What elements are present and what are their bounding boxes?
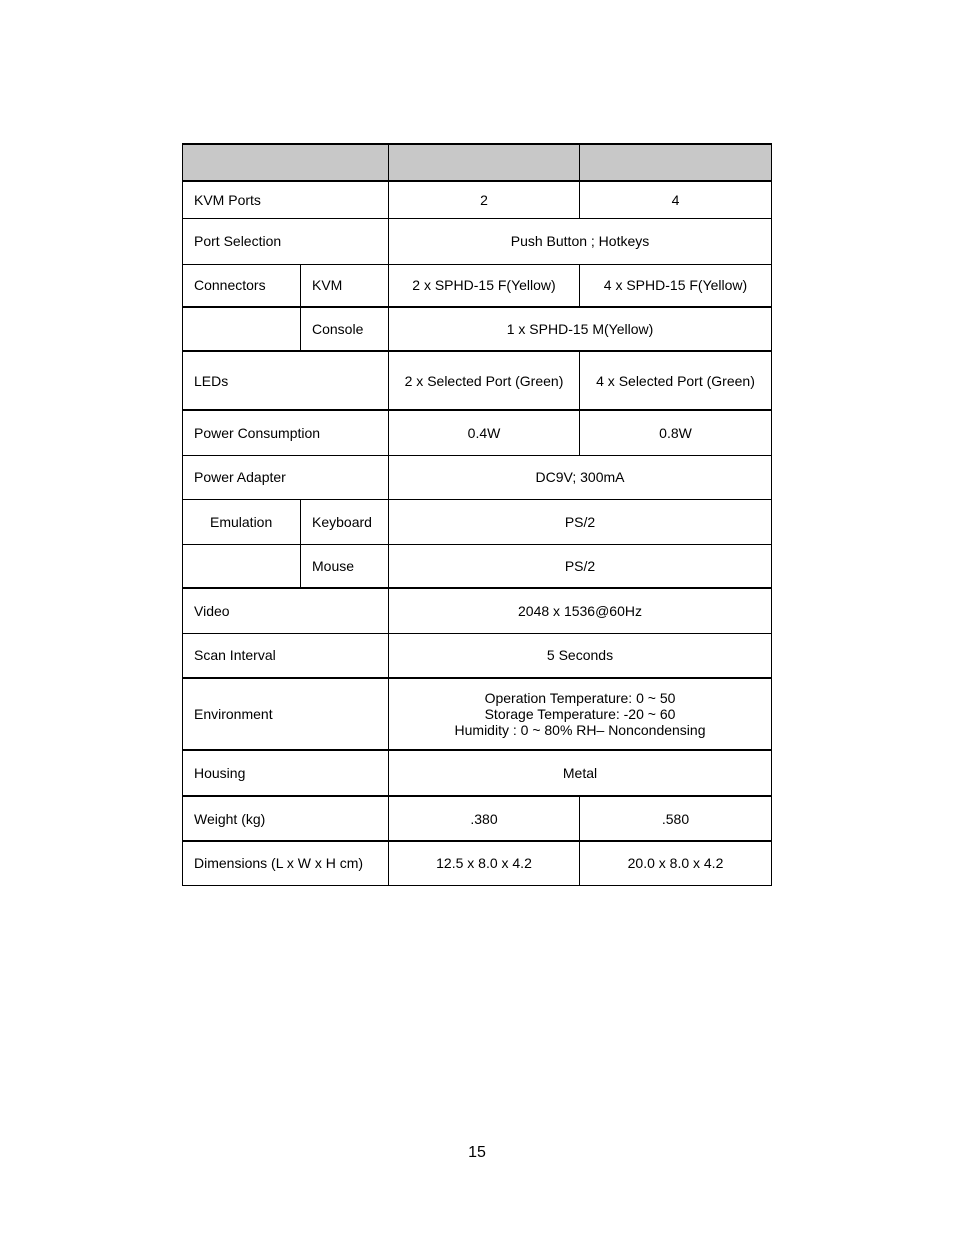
environment-line: Humidity : 0 ~ 80% RH– Noncondensing: [454, 722, 706, 738]
row-power-adapter: [183, 455, 772, 499]
row-value: 5 Seconds: [389, 633, 772, 678]
header-cell: [580, 144, 772, 181]
row-value: Metal: [389, 750, 772, 796]
row-label: Environment: [183, 678, 389, 750]
row-label: Scan Interval: [183, 633, 389, 678]
environment-line: Operation Temperature: 0 ~ 50: [484, 690, 676, 706]
header-cell: [389, 144, 580, 181]
row-connectors-console: [183, 307, 772, 351]
row-label: Connectors: [183, 264, 301, 307]
row-value: PS/2: [389, 544, 772, 588]
row-label: KVM Ports: [183, 181, 389, 218]
row-value: 2 x SPHD-15 F(Yellow): [389, 264, 580, 307]
row-value: 4: [580, 181, 772, 218]
empty-cell: [183, 307, 301, 351]
row-label: Port Selection: [183, 218, 389, 264]
row-value: 1 x SPHD-15 M(Yellow): [389, 307, 772, 351]
page-number: 15: [468, 1144, 486, 1161]
row-connectors-kvm: [183, 264, 772, 307]
row-emulation-mouse: [183, 544, 772, 588]
row-dimensions: [183, 841, 772, 885]
row-sublabel: Keyboard: [301, 499, 389, 544]
row-value: Push Button ; Hotkeys: [389, 218, 772, 264]
row-value: 2048 x 1536@60Hz: [389, 588, 772, 633]
row-label: Dimensions (L x W x H cm): [183, 841, 389, 885]
row-value: 12.5 x 8.0 x 4.2: [389, 841, 580, 885]
row-sublabel: Mouse: [301, 544, 389, 588]
row-value: 20.0 x 8.0 x 4.2: [580, 841, 772, 885]
header-cell: [183, 144, 389, 181]
spec-table: [182, 143, 772, 886]
row-kvm-ports: [183, 181, 772, 218]
environment-values: [389, 678, 772, 750]
row-value: .580: [580, 796, 772, 841]
row-label: Emulation: [183, 499, 301, 544]
row-value: 0.8W: [580, 410, 772, 455]
row-label: Power Adapter: [183, 455, 389, 499]
row-scan-interval: [183, 633, 772, 678]
row-environment: [183, 678, 772, 750]
row-housing: [183, 750, 772, 796]
row-sublabel: KVM: [301, 264, 389, 307]
row-value: 2: [389, 181, 580, 218]
row-value: 4 x SPHD-15 F(Yellow): [580, 264, 772, 307]
empty-cell: [183, 544, 301, 588]
row-label: Housing: [183, 750, 389, 796]
row-emulation-keyboard: [183, 499, 772, 544]
row-label: Power Consumption: [183, 410, 389, 455]
row-value: 0.4W: [389, 410, 580, 455]
row-value: 4 x Selected Port (Green): [580, 351, 772, 410]
row-video: [183, 588, 772, 633]
row-sublabel: Console: [301, 307, 389, 351]
header-row: [183, 144, 772, 181]
row-value: 2 x Selected Port (Green): [389, 351, 580, 410]
row-power-consumption: [183, 410, 772, 455]
environment-line: Storage Temperature: -20 ~ 60: [484, 706, 676, 722]
row-value: DC9V; 300mA: [389, 455, 772, 499]
row-label: Video: [183, 588, 389, 633]
row-label: LEDs: [183, 351, 389, 410]
row-port-selection: [183, 218, 772, 264]
row-leds: [183, 351, 772, 410]
row-value: PS/2: [389, 499, 772, 544]
row-weight: [183, 796, 772, 841]
row-value: .380: [389, 796, 580, 841]
row-label: Weight (kg): [183, 796, 389, 841]
